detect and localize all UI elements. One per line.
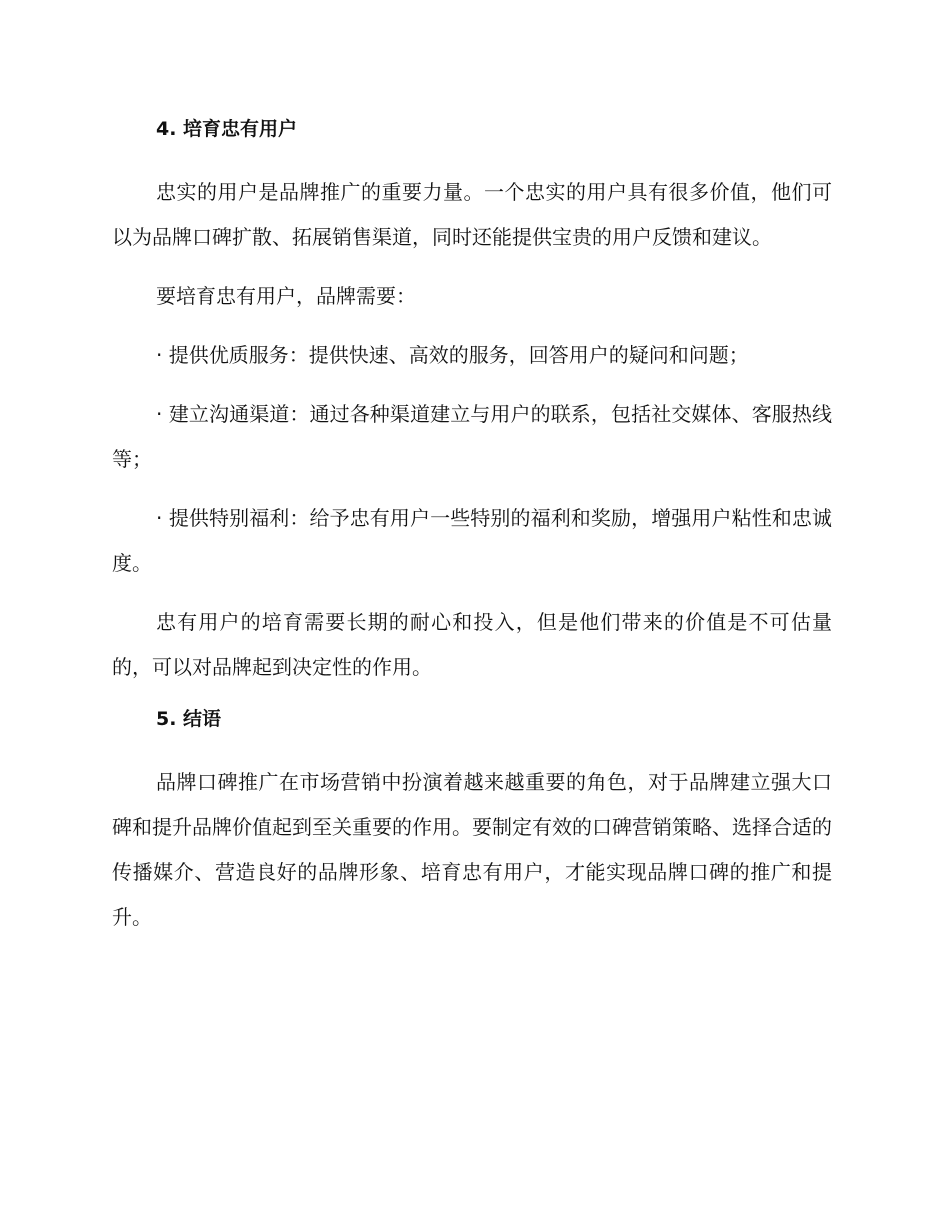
section-4-paragraph-3: 忠有用户的培育需要长期的耐心和投入，但是他们带来的价值是不可估量的，可以对品牌起到决定性的作用。 <box>112 610 832 679</box>
section-4-heading: 4. 培育忠有用户 <box>156 118 298 140</box>
section-5-paragraph-1: 品牌口碑推广在市场营销中扮演着越来越重要的角色，对于品牌建立强大口碑和提升品牌价值起到至关重要的作用。要制定有效的口碑营销策略、选择合适的传播媒介、营造良好的品牌形象、培育忠有用户，才能实现品牌口碑的推广和提升。 <box>112 770 832 929</box>
bullet-item-service: · 提供优质服务：提供快速、高效的服务，回答用户的疑问和问题； <box>156 343 749 367</box>
document-page <box>112 112 832 954</box>
section-4-paragraph-2: 要培育忠有用户，品牌需要： <box>156 284 416 308</box>
bullet-item-channels: · 建立沟通渠道：通过各种渠道建立与用户的联系，包括社交媒体、客服热线等； <box>112 402 832 471</box>
section-5-heading: 5. 结语 <box>156 708 222 730</box>
section-4-paragraph-1: 忠实的用户是品牌推广的重要力量。一个忠实的用户具有很多价值，他们可以为品牌口碑扩散、拓展销售渠道，同时还能提供宝贵的用户反馈和建议。 <box>112 180 832 249</box>
bullet-item-benefits: · 提供特别福利：给予忠有用户一些特别的福利和奖励，增强用户粘性和忠诚度。 <box>112 506 832 575</box>
